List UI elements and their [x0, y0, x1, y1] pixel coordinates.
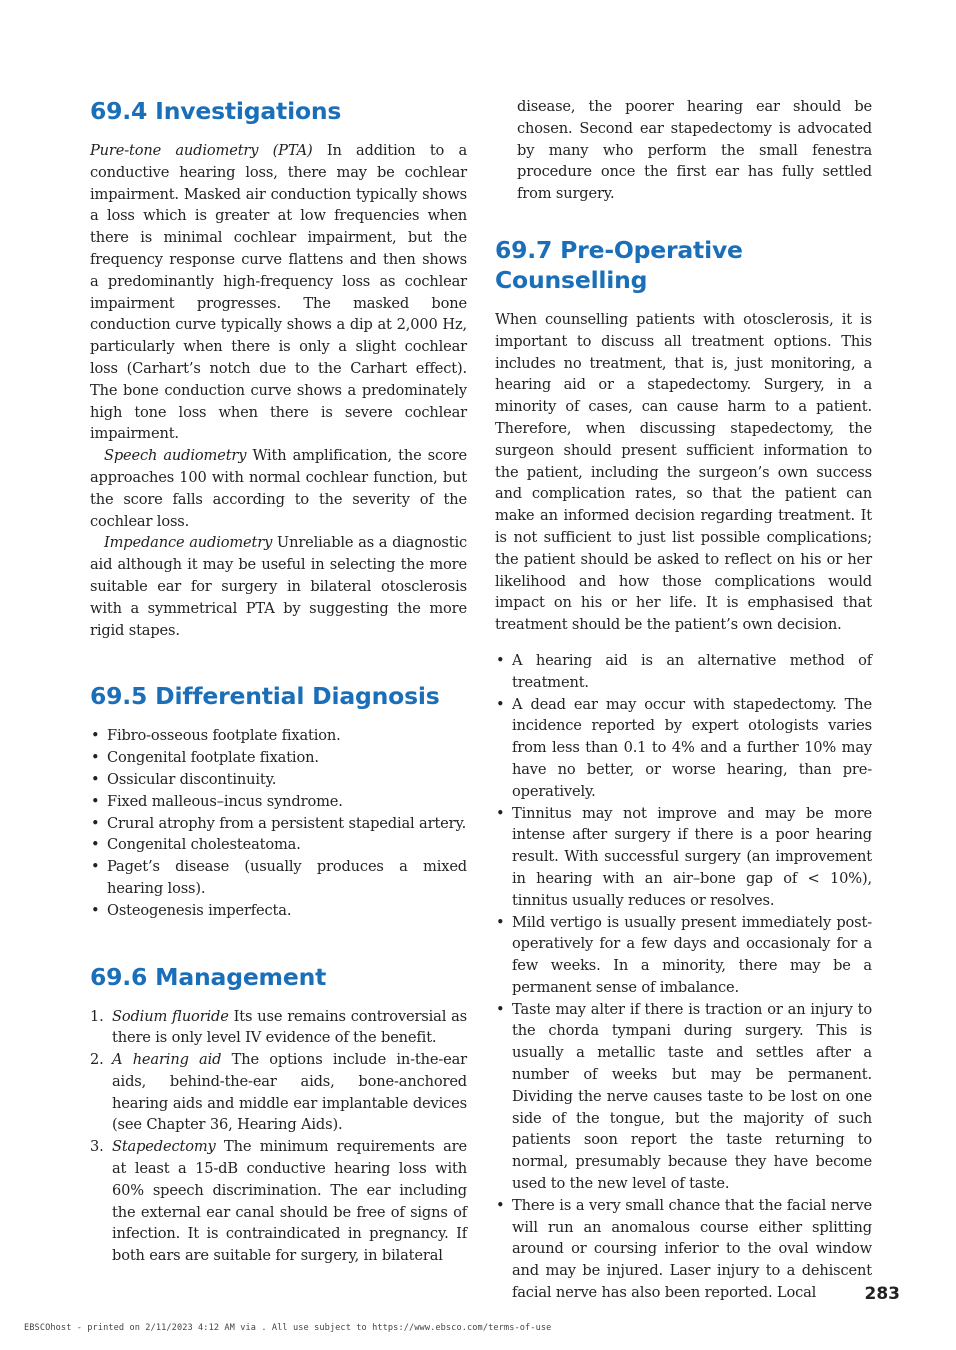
paragraph-counselling-intro: When counselling patients with otosclerosis, it is important to discuss all treatment options. This includes no treatment, that is, just monitoring, a hearing aid or a stapedectomy. Surgery, in a minority of cases, can cause harm to a patient. Therefore, when discussing stapedectomy, the surgeon should present sufficient information to the patient, including the surgeon’s own success and complication rates, so that the patient can make an informed decision regarding treatment. It is not sufficient to just list possible complications; the patient should be asked to reflect on his or her likelihood and how those complications would impact on his or her life. It is emphasised that treatment should be the patient’s own decision. — [495, 310, 872, 634]
list-item: • Osteogenesis imperfecta. — [90, 900, 467, 922]
page-number: 283 — [864, 1284, 900, 1304]
list-item: 2. A hearing aid The options include in-the-ear aids, behind-the-ear aids, bone-anchored hearing aids and middle ear implantable devices (see Chapter 36, Hearing Aids). — [90, 1051, 468, 1134]
management-continuation: disease, the poorer hearing ear should be chosen. Second ear stapedectomy is advocated by many who perform the small fenestra procedure once the first ear has fully settled from surgery. — [517, 98, 872, 203]
counselling-list — [495, 650, 872, 1304]
list-item: • Mild vertigo is usually present immediately post-operatively for a few days and occasionaly for a few weeks. In a minority, there may be a permanent sense of imbalance. — [495, 912, 872, 999]
heading-investigations: 69.4 Investigations — [90, 97, 342, 125]
list-item: • Congenital cholesteatoma. — [90, 834, 467, 856]
list-item: • A dead ear may occur with stapedectomy. The incidence reported by expert otologists varies from less than 0.1 to 4% and a further 10% may have no better, or worse hearing, than pre-operatively. — [495, 694, 872, 803]
list-item: • A hearing aid is an alternative method of treatment. — [495, 650, 872, 694]
right-column — [495, 96, 872, 1304]
term-impedance-audiometry: Impedance audiometry — [104, 534, 273, 552]
list-item: • Fibro-osseous footplate fixation. — [90, 725, 467, 747]
list-item: • Congenital footplate fixation. — [90, 747, 467, 769]
list-item: • Crural atrophy from a persistent stapedial artery. — [90, 813, 467, 835]
list-item: • Fixed malleous–incus syndrome. — [90, 791, 467, 813]
list-item: • There is a very small chance that the facial nerve will run an anomalous course either splitting around or coursing inferior to the oval window and may be injured. Laser injury to a dehiscent facial nerve has also been reported. Local — [495, 1195, 872, 1304]
footer-notice: EBSCOhost - printed on 2/11/2023 4:12 AM via . All use subject to https://www.ebsco.com/terms-of-use — [24, 1323, 552, 1333]
heading-pre-operative-counselling: 69.7 Pre-Operative Counselling — [495, 235, 743, 294]
heading-differential-diagnosis: 69.5 Differential Diagnosis — [90, 682, 440, 711]
paragraph-pta: Pure-tone audiometry (PTA) In addition to a conductive hearing loss, there may be cochlear impairment. Masked air conduction typically shows a loss which is greater at low frequencies when there is minimal cochlear impairment, but the frequency response curve flattens and then shows a predominantly high-frequency loss as cochlear impairment progresses. The masked bone conduction curve typically shows a dip at 2,000 Hz, particularly when there is only a slight cochlear loss (Carhart’s notch due to the Carhart effect). The bone conduction curve shows a predominately high tone loss when there is severe cochlear impairment. — [90, 142, 467, 443]
differential-diagnosis-list — [90, 725, 467, 921]
left-column — [90, 96, 467, 1267]
list-item: 3. Stapedectomy The minimum requirements are at least a 15-dB conductive hearing loss with 60% speech discrimination. The ear including the external ear canal should be free of signs of infection. It is contraindicated in pregnancy. If both ears are suitable for surgery, in bilateral — [90, 1138, 467, 1265]
list-item: • Paget’s disease (usually produces a mixed hearing loss). — [90, 856, 467, 900]
term-speech-audiometry: Speech audiometry — [104, 447, 247, 465]
paragraph-impedance-audiometry: Impedance audiometry Unreliable as a diagnostic aid although it may be useful in selecting the more suitable ear for surgery in bilateral otosclerosis with a symmetrical PTA by suggesting the more rigid stapes. — [90, 534, 467, 639]
list-item: • Tinnitus may not improve and may be more intense after surgery if there is a poor hearing result. With successful surgery (an improvement in hearing with an air–bone gap of < 10%), tinnitus usually reduces or resolves. — [495, 803, 872, 912]
list-item: 1. Sodium fluoride Its use remains controversial as there is only level IV evidence of the benefit. — [90, 1007, 468, 1047]
heading-management: 69.6 Management — [90, 962, 327, 991]
management-list — [90, 1006, 467, 1268]
term-pta: Pure-tone audiometry (PTA) — [90, 142, 313, 159]
list-item: • Ossicular discontinuity. — [90, 769, 467, 791]
paragraph-speech-audiometry: Speech audiometry With amplification, the score approaches 100 with normal cochlear function, but the score falls according to the severity of the cochlear loss. — [90, 447, 467, 530]
list-item: • Taste may alter if there is traction or an injury to the chorda tympani during surgery. This is usually a metallic taste and settles after a number of weeks but may be permanent. Dividing the nerve causes taste to be lost on one side of the tongue, but the majority of such patients soon report the taste returning to normal, presumably because they have become used to the new level of taste. — [495, 999, 872, 1195]
